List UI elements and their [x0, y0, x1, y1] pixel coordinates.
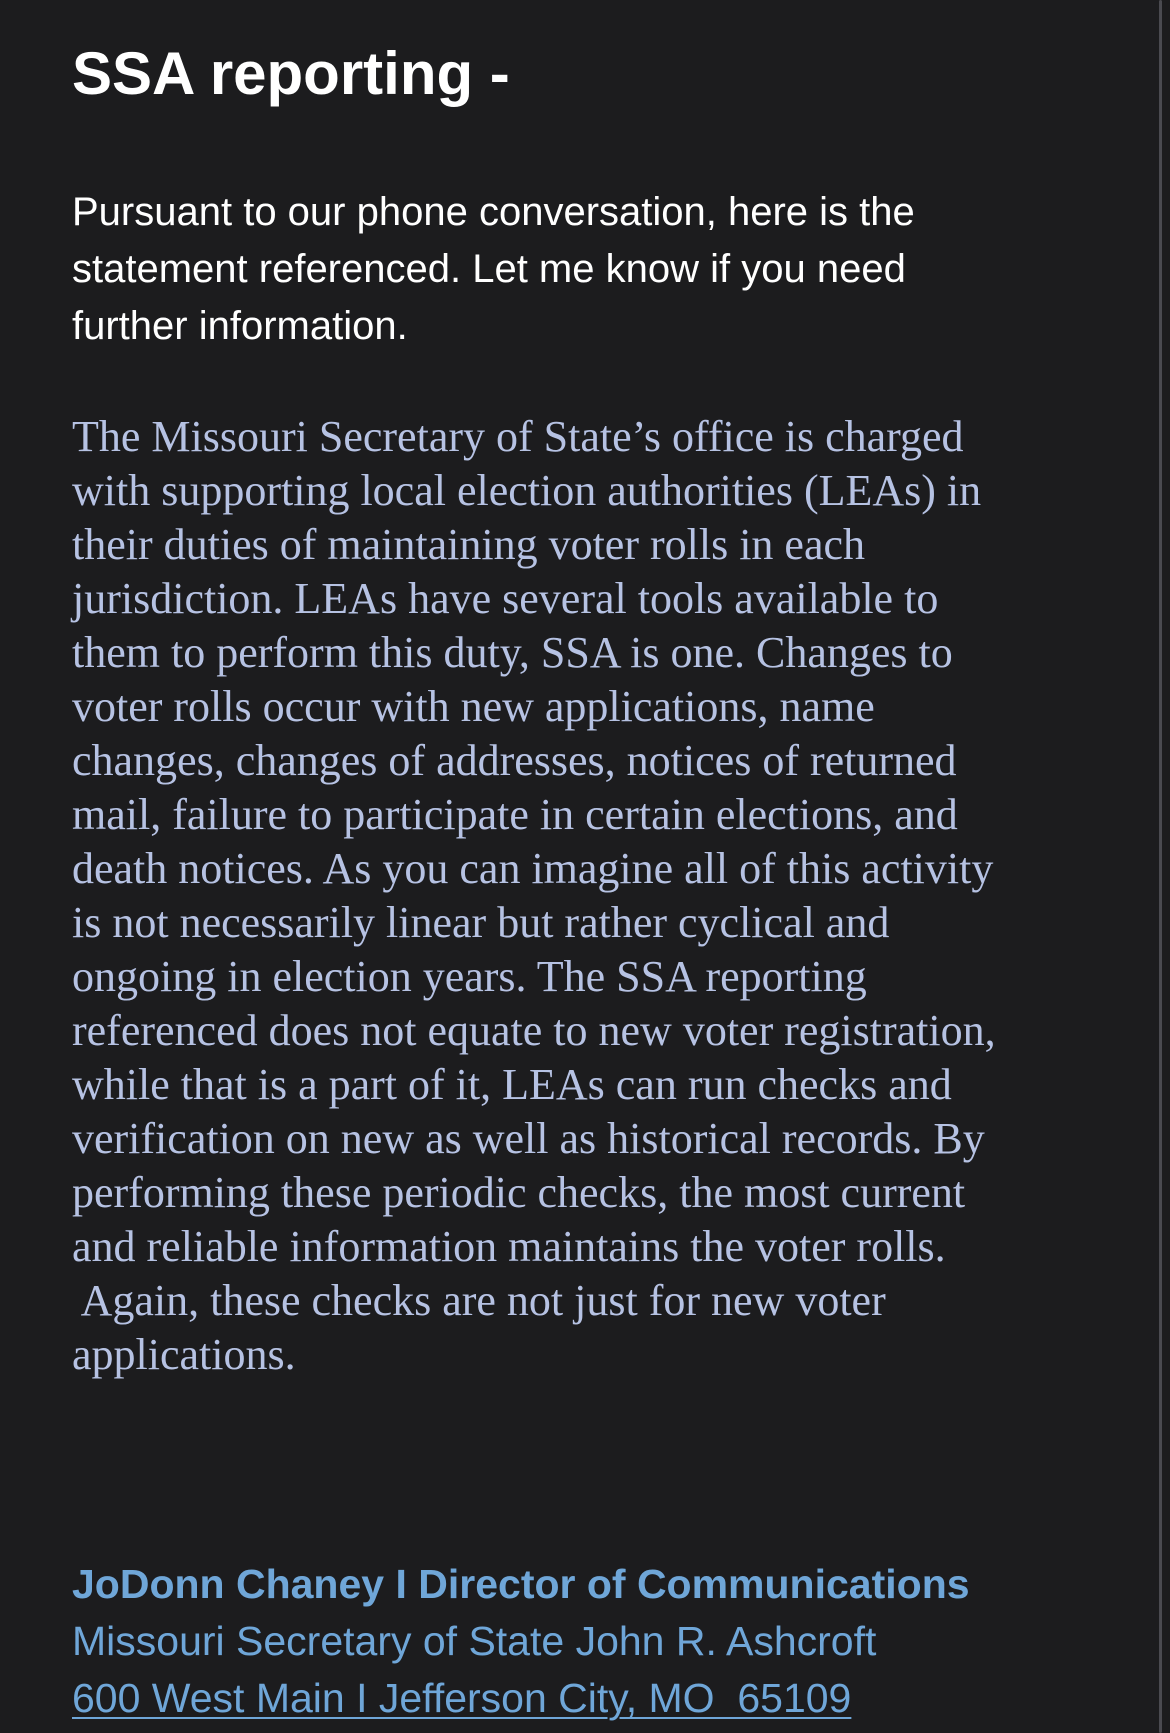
- statement-line: mail, failure to participate in certain elections, and: [72, 790, 958, 839]
- statement-line: ongoing in election years. The SSA reporting: [72, 952, 867, 1001]
- signature-name-title: JoDonn Chaney I Director of Communications: [72, 1561, 970, 1607]
- email-signature: [72, 1556, 1132, 1727]
- statement-line: death notices. As you can imagine all of this activity: [72, 844, 994, 893]
- intro-line: statement referenced. Let me know if you need: [72, 247, 906, 291]
- intro-line: Pursuant to our phone conversation, here is the: [72, 190, 915, 234]
- statement-line: voter rolls occur with new applications, name: [72, 682, 875, 731]
- statement-line: is not necessarily linear but rather cyclical and: [72, 898, 890, 947]
- signature-organization: Missouri Secretary of State John R. Ashcroft: [72, 1618, 877, 1664]
- scroll-indicator[interactable]: [1159, 0, 1162, 1733]
- statement-line: them to perform this duty, SSA is one. Changes to: [72, 628, 953, 677]
- statement-line: applications.: [72, 1330, 296, 1379]
- statement-line: verification on new as well as historical records. By: [72, 1114, 985, 1163]
- statement-line: with supporting local election authorities (LEAs) in: [72, 466, 982, 515]
- statement-line: Again, these checks are not just for new voter: [72, 1276, 886, 1325]
- intro-line: further information.: [72, 304, 408, 348]
- statement-line: while that is a part of it, LEAs can run checks and: [72, 1060, 952, 1109]
- statement-line: and reliable information maintains the voter rolls.: [72, 1222, 946, 1271]
- email-subject: SSA reporting -: [72, 40, 510, 107]
- statement-line: The Missouri Secretary of State’s office is charged: [72, 412, 964, 461]
- statement-line: their duties of maintaining voter rolls in each: [72, 520, 866, 569]
- statement-line: jurisdiction. LEAs have several tools available to: [72, 574, 939, 623]
- signature-address-link[interactable]: 600 West Main I Jefferson City, MO 65109: [72, 1675, 852, 1721]
- intro-paragraph: [72, 184, 1102, 355]
- statement-line: referenced does not equate to new voter registration,: [72, 1006, 996, 1055]
- statement-line: performing these periodic checks, the most current: [72, 1168, 966, 1217]
- statement-paragraph: [72, 410, 1132, 1382]
- statement-line: changes, changes of addresses, notices of returned: [72, 736, 957, 785]
